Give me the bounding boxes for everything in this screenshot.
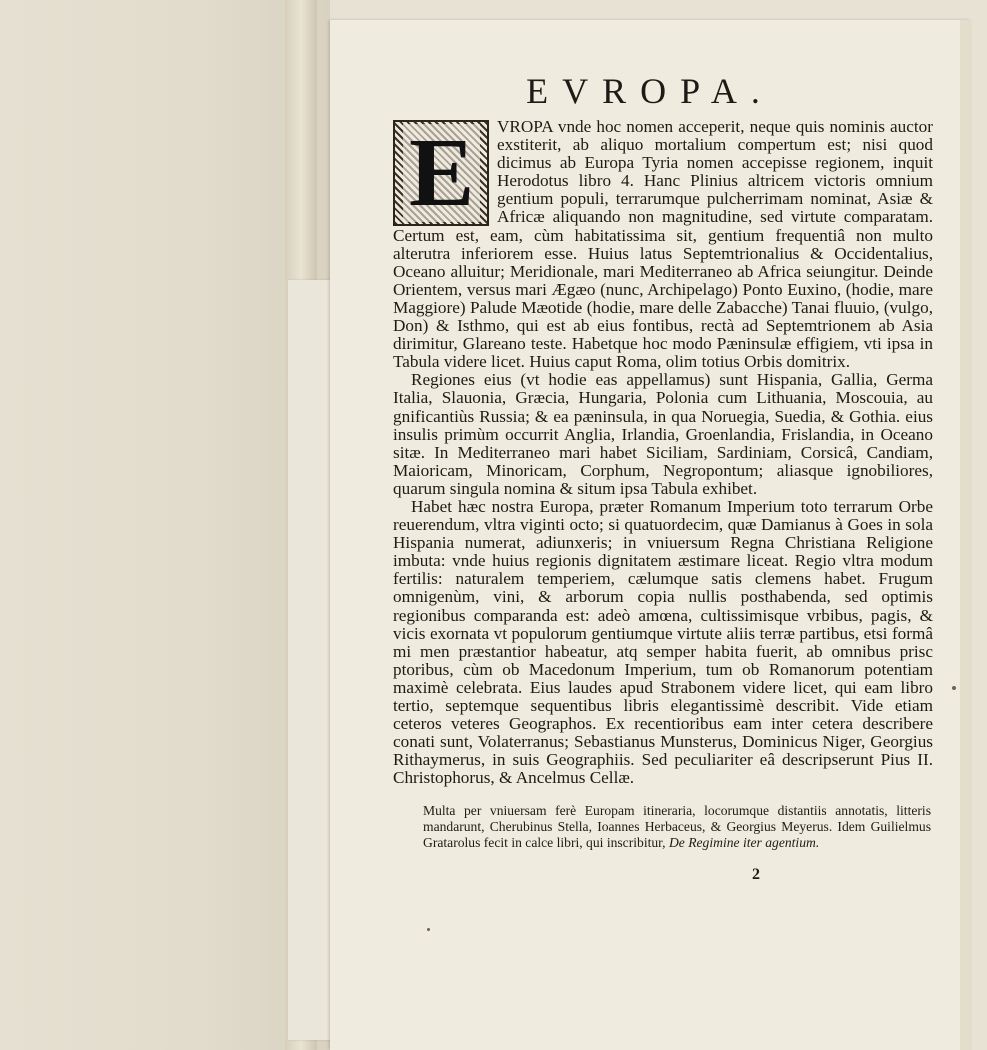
footnote-text: Multa per vniuersam ferè Europam itineraria, locorumque distantiis annotatis, litteris mandarunt, Cherubinus Stella, Ioannes Herbaceus, & Georgius Meyerus. Idem Guilielmus Gratarolus fecit in calce libri, qui inscribitur, <box>423 803 931 850</box>
footnote-book-title: De Regimine iter agentium. <box>668 835 820 850</box>
paragraph-2: Regiones eius (vt hodie eas appellamus) sunt Hispania, Gallia, Germa Italia, Slauonia, Græcia, Hungaria, Polonia cum Lithuania, Moscouia, au gnificantiùs Russia; & ea pæninsula, in qua Noruegia, Suedia, & Gothia. eius insulis primùm occurrit Anglia, Irlandia, Groenlandia, Frislandia, in Oceano sitæ. In Mediterraneo mari habet Siciliam, Sardiniam, Corsicâ, Candiam, Maioricam, Minoricam, Corphum, Negropontum; aliasque ignobiliores, quarum singula nomina & situm ipsa Tabula exhibet. <box>393 370 933 498</box>
paragraph-1: VROPA vnde hoc nomen acceperit, neque quis nominis auctor exstiterit, ab aliquo mortalium compertum est; nisi quod dicimus ab Europa Tyria nomen accepisse regionem, inquit Herodotus libro 4. Hanc Plinius altricem victoris omnium gentium populi, terrarumque pulcherrimam nominat, Asiæ & Africæ aliquando non magnitudine, sed virtute comparatam. Certum est, eam, cùm habitatissima sit, gentium frequentiâ non multo alterutra inferiorem esse. Huius latus Septemtrionalius & Occidentalius, Oceano alluitur; Meridionale, mari Mediterraneo ab Africa seiungitur. Deinde Orientem, versus mari Ægæo (nunc, Archipelago) Ponto Euxino, (hodie, mare Maggiore) Palude Mæotide (hodie, mare delle Zabacche) Tanai fluuio, (vulgo, Don) & Isthmo, qui est ab eius fontibus, rectà ad Septemtrionem ab Asia dirimitur, Glareano teste. Habetque hoc modo Pæninsulæ effigiem, vti ipsa in Tabula videre licet. Huius caput Roma, olim totius Orbis domitrix. <box>393 117 933 372</box>
paragraph-3: Habet hæc nostra Europa, præter Romanum Imperium toto terrarum Orbe reuerendum, vltra viginti octo; si quatuordecim, quæ Damianus à Goes in sola Hispania numerat, adiunxeris; in vniuersum Regna Christiana Religione imbuta: vnde huius regionis dignitatem æstimare liceat. Regio vltra modum fertilis: naturalem temperiem, cælumque satis clemens habet. Frugum omnigenùm, vini, & arborum copia nullis posthabenda, sed optimis regionibus comparanda est: adeò amœna, cultissimisque vrbibus, pagis, & vicis exornata vt populorum gentiumque virtute aliis terræ partibus, etsi formâ mi men præstantior habeatur, atq semper habita fuerit, ab omnibus prisc ptoribus, cùm ob Macedonum Imperium, tum ob Romanorum potentiam maximè celebrata. Eius laudes apud Strabonem videre licet, qui eam libro tertio, septemque sequentibus libris elegantissimè describit. Vide etiam ceteros veteres Geographos. Ex recentioribus eam inter cetera describere conati sunt, Volaterranus; Sebastianus Munsterus, Dominicus Niger, Georgius Rithaymerus, in suis Geographiis. Sed peculiariter eâ descripserunt Pius II. Christophorus, & Ancelmus Cellæ. <box>393 496 933 788</box>
footnote <box>423 803 931 851</box>
left-page-blank <box>0 0 330 1050</box>
page-title: EVROPA. <box>526 71 774 111</box>
ink-speck <box>952 686 956 690</box>
page-number: 2 <box>752 866 760 883</box>
page-edge <box>960 20 972 1050</box>
decorated-initial-icon <box>393 120 489 226</box>
ink-speck <box>427 928 430 931</box>
initial-letter: E <box>403 124 480 222</box>
body-text <box>393 118 933 787</box>
